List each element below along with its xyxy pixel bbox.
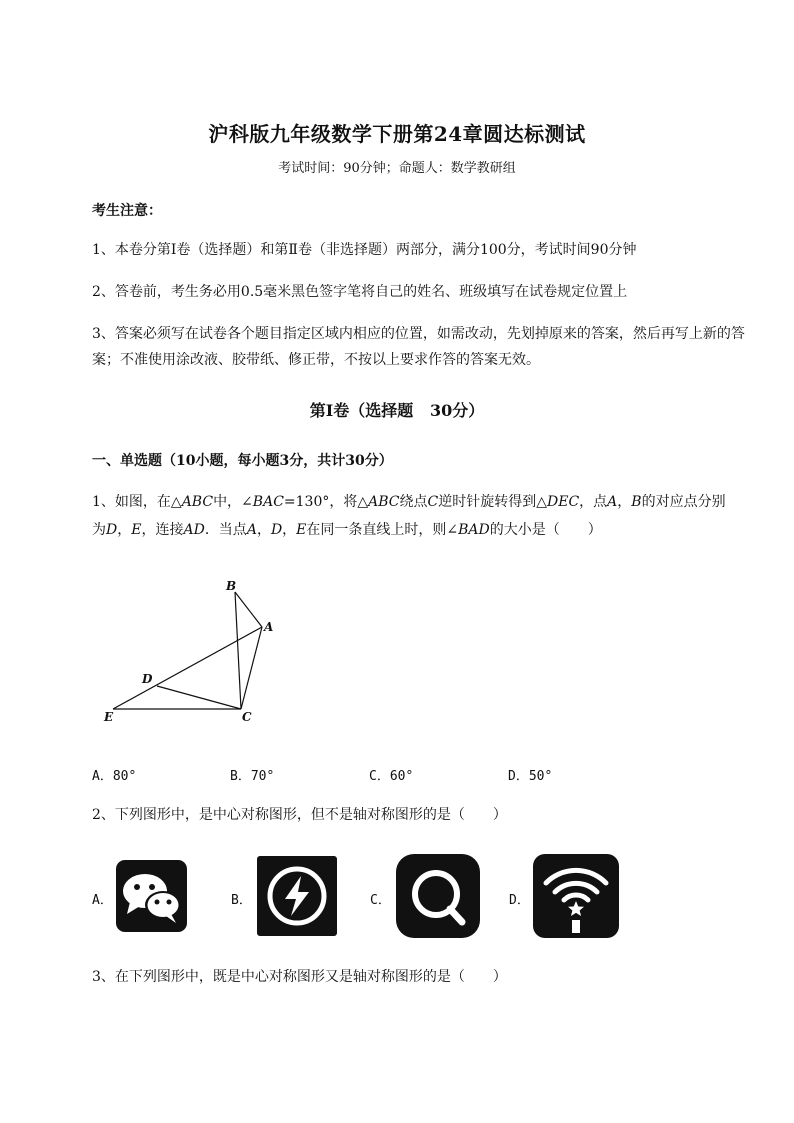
q1-choice-c[interactable]: C．60°	[369, 769, 414, 784]
segment-dc	[157, 686, 241, 709]
wifi-star-icon	[533, 854, 619, 938]
question-2-text: 2、下列图形中，是中心对称图形，但不是轴对称图形的是（ ）	[92, 807, 507, 823]
q2-option-c-label[interactable]: C．	[370, 893, 391, 908]
q2-option-d-label[interactable]: D．	[509, 893, 530, 908]
label-b: B	[226, 579, 237, 593]
q1-choice-d[interactable]: D．50°	[508, 769, 553, 784]
label-c: C	[242, 710, 252, 724]
part-title: 一、单选题（10小题，每小题3分，共计30分）	[92, 453, 393, 469]
segment-ac	[241, 627, 262, 709]
search-q-icon	[396, 854, 480, 938]
lightning-icon	[257, 856, 337, 936]
segment-ba	[235, 592, 262, 627]
q2-option-a-label[interactable]: A．	[92, 893, 113, 908]
section-title: 第I卷（选择题 30分）	[309, 401, 485, 420]
wechat-icon	[116, 860, 187, 932]
question-1-line-1: 1、如图，在△ABC中，∠BAC=130°，将△ABC绕点C逆时针旋转得到△DEC，点A，B的对应点分别	[92, 494, 726, 510]
triangle-figure	[95, 570, 295, 730]
label-a: A	[264, 620, 274, 634]
notice-item-3: 3、答案必须写在试卷各个题目指定区域内相应的位置，如需改动，先划掉原来的答案，然后再写上新的答案；不准使用涂改液、胶带纸、修正带，不按以上要求作答的答案无效。	[92, 326, 745, 368]
segment-bc	[235, 592, 241, 709]
label-d: D	[142, 672, 153, 686]
exam-subtitle: 考试时间：90分钟；命题人：数学教研组	[278, 161, 516, 176]
label-e: E	[104, 710, 114, 724]
q1-choice-b[interactable]: B．70°	[230, 769, 275, 784]
notice-item-2: 2、答卷前，考生务必用0.5毫米黑色签字笔将自己的姓名、班级填写在试卷规定位置上	[92, 284, 628, 300]
notice-heading: 考生注意：	[92, 203, 162, 219]
notice-item-1: 1、本卷分第I卷（选择题）和第Ⅱ卷（非选择题）两部分，满分100分，考试时间90分钟	[92, 242, 637, 258]
segment-ea	[113, 627, 262, 709]
page-title: 沪科版九年级数学下册第24章圆达标测试	[208, 122, 586, 146]
question-1-line-2: 为D，E，连接AD．当点A，D，E在同一条直线上时，则∠BAD的大小是（ ）	[92, 522, 602, 538]
question-1-text	[92, 488, 752, 544]
q2-option-b-label[interactable]: B．	[231, 893, 252, 908]
q1-choice-a[interactable]: A．80°	[92, 769, 137, 784]
question-3-text: 3、在下列图形中，既是中心对称图形又是轴对称图形的是（ ）	[92, 969, 507, 985]
